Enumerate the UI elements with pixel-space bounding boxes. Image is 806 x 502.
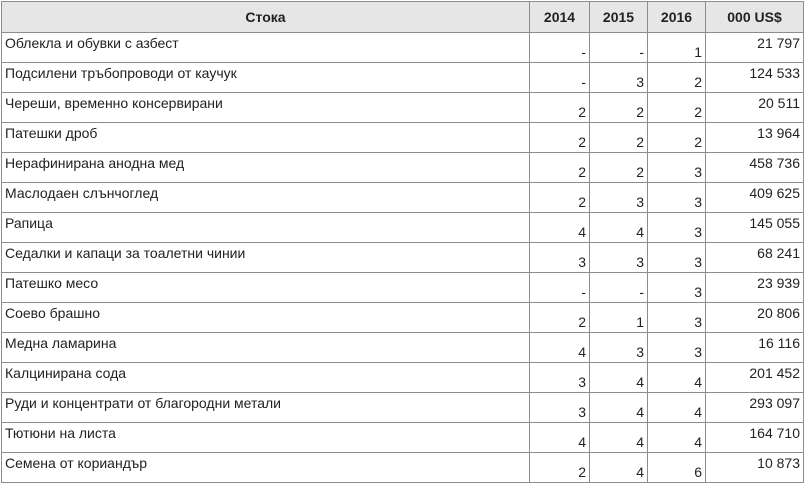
- table-row: [2, 273, 804, 303]
- rank-2015-cell: 2: [590, 153, 648, 183]
- commodity-cell: Медна ламарина: [2, 333, 530, 363]
- value-cell: 68 241: [706, 243, 804, 273]
- value-cell: 16 116: [706, 333, 804, 363]
- commodity-cell: Патешки дроб: [2, 123, 530, 153]
- table-row: [2, 393, 804, 423]
- rank-2014-cell: 3: [530, 393, 590, 423]
- table-row: [2, 93, 804, 123]
- rank-2016-cell: 6: [648, 453, 706, 483]
- value-cell: 409 625: [706, 183, 804, 213]
- rank-2015-cell: 3: [590, 183, 648, 213]
- value-cell: 201 452: [706, 363, 804, 393]
- rank-2015-cell: 3: [590, 63, 648, 93]
- value-cell: 164 710: [706, 423, 804, 453]
- table-row: [2, 123, 804, 153]
- commodity-cell: Нерафинирана анодна мед: [2, 153, 530, 183]
- rank-2015-cell: 3: [590, 333, 648, 363]
- table-row: [2, 243, 804, 273]
- rank-2015-cell: -: [590, 273, 648, 303]
- commodity-table: [1, 1, 804, 483]
- commodity-cell: Череши, временно консервирани: [2, 93, 530, 123]
- rank-2014-cell: 2: [530, 183, 590, 213]
- rank-2016-cell: 2: [648, 93, 706, 123]
- rank-2016-cell: 3: [648, 183, 706, 213]
- rank-2016-cell: 4: [648, 363, 706, 393]
- commodity-cell: Облекла и обувки с азбест: [2, 33, 530, 63]
- value-cell: 458 736: [706, 153, 804, 183]
- rank-2015-cell: 3: [590, 243, 648, 273]
- commodity-cell: Седалки и капаци за тоалетни чинии: [2, 243, 530, 273]
- value-cell: 20 511: [706, 93, 804, 123]
- header-value: 000 US$: [706, 2, 804, 33]
- rank-2016-cell: 2: [648, 123, 706, 153]
- rank-2016-cell: 3: [648, 213, 706, 243]
- rank-2014-cell: 3: [530, 243, 590, 273]
- table-body: [2, 33, 804, 483]
- table-row: [2, 213, 804, 243]
- rank-2014-cell: 4: [530, 333, 590, 363]
- table-row: [2, 303, 804, 333]
- rank-2015-cell: 4: [590, 363, 648, 393]
- rank-2015-cell: 1: [590, 303, 648, 333]
- commodity-cell: Маслодаен слънчоглед: [2, 183, 530, 213]
- rank-2016-cell: 3: [648, 273, 706, 303]
- rank-2014-cell: 2: [530, 453, 590, 483]
- rank-2015-cell: 4: [590, 213, 648, 243]
- commodity-cell: Подсилени тръбопроводи от каучук: [2, 63, 530, 93]
- commodity-cell: Соево брашно: [2, 303, 530, 333]
- rank-2016-cell: 4: [648, 423, 706, 453]
- header-commodity: Стока: [2, 2, 530, 33]
- table-row: [2, 183, 804, 213]
- value-cell: 23 939: [706, 273, 804, 303]
- rank-2016-cell: 1: [648, 33, 706, 63]
- table-row: [2, 363, 804, 393]
- rank-2016-cell: 3: [648, 333, 706, 363]
- value-cell: 13 964: [706, 123, 804, 153]
- rank-2016-cell: 3: [648, 243, 706, 273]
- value-cell: 124 533: [706, 63, 804, 93]
- rank-2014-cell: -: [530, 273, 590, 303]
- rank-2015-cell: 4: [590, 453, 648, 483]
- value-cell: 293 097: [706, 393, 804, 423]
- header-row: [2, 2, 804, 33]
- commodity-cell: Руди и концентрати от благородни метали: [2, 393, 530, 423]
- commodity-cell: Семена от кориандър: [2, 453, 530, 483]
- table-row: [2, 333, 804, 363]
- rank-2014-cell: 2: [530, 303, 590, 333]
- rank-2015-cell: 4: [590, 393, 648, 423]
- header-2014: 2014: [530, 2, 590, 33]
- value-cell: 20 806: [706, 303, 804, 333]
- rank-2014-cell: 2: [530, 93, 590, 123]
- rank-2014-cell: 4: [530, 213, 590, 243]
- table-row: [2, 453, 804, 483]
- rank-2016-cell: 2: [648, 63, 706, 93]
- rank-2014-cell: 2: [530, 123, 590, 153]
- commodity-cell: Патешко месо: [2, 273, 530, 303]
- commodity-cell: Тютюни на листа: [2, 423, 530, 453]
- header-2016: 2016: [648, 2, 706, 33]
- rank-2015-cell: 4: [590, 423, 648, 453]
- table-row: [2, 33, 804, 63]
- rank-2016-cell: 4: [648, 393, 706, 423]
- table-row: [2, 153, 804, 183]
- commodity-cell: Калцинирана сода: [2, 363, 530, 393]
- rank-2015-cell: 2: [590, 93, 648, 123]
- commodity-cell: Рапица: [2, 213, 530, 243]
- rank-2014-cell: 3: [530, 363, 590, 393]
- value-cell: 145 055: [706, 213, 804, 243]
- rank-2016-cell: 3: [648, 153, 706, 183]
- rank-2015-cell: -: [590, 33, 648, 63]
- table-row: [2, 423, 804, 453]
- rank-2014-cell: -: [530, 63, 590, 93]
- rank-2015-cell: 2: [590, 123, 648, 153]
- table-row: [2, 63, 804, 93]
- rank-2014-cell: 2: [530, 153, 590, 183]
- header-2015: 2015: [590, 2, 648, 33]
- value-cell: 21 797: [706, 33, 804, 63]
- value-cell: 10 873: [706, 453, 804, 483]
- rank-2014-cell: 4: [530, 423, 590, 453]
- rank-2014-cell: -: [530, 33, 590, 63]
- rank-2016-cell: 3: [648, 303, 706, 333]
